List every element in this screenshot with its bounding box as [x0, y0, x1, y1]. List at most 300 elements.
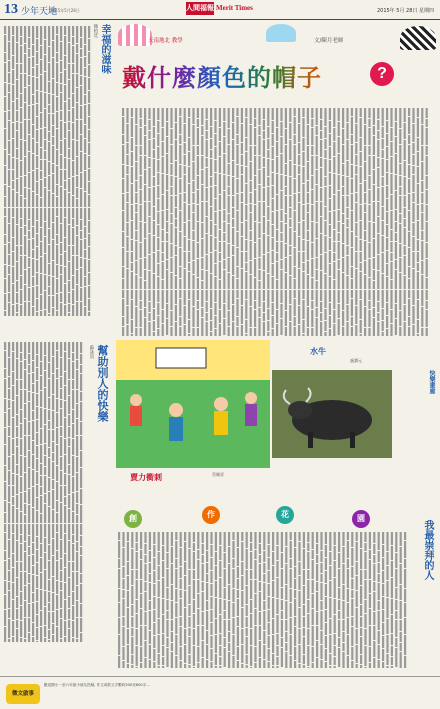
text-line: [153, 139, 155, 149]
text-line: [417, 272, 419, 289]
text-line: [64, 583, 66, 599]
text-line: [12, 70, 14, 84]
text-line: [250, 290, 252, 306]
text-line: [157, 121, 159, 133]
text-line: [122, 194, 124, 210]
text-line: [351, 647, 353, 660]
text-line: [166, 290, 168, 303]
text-line: [56, 97, 58, 111]
text-line: [307, 328, 309, 336]
text-line: [285, 643, 287, 651]
text-line: [312, 663, 314, 668]
text-line: [153, 321, 155, 331]
text-line: [382, 207, 384, 220]
text-line: [188, 617, 190, 627]
text-line: [180, 617, 182, 626]
text-line: [16, 578, 18, 596]
text-line: [346, 108, 348, 122]
text-line: [399, 145, 401, 163]
text-line: [72, 208, 74, 218]
text-line: [166, 137, 168, 153]
text-line: [210, 597, 212, 609]
text-line: [316, 544, 318, 554]
text-line: [408, 279, 410, 289]
text-line: [12, 372, 14, 385]
text-line: [36, 78, 38, 90]
text-line: [377, 131, 379, 139]
text-line: [373, 532, 375, 543]
text-line: [210, 177, 212, 186]
text-line: [280, 290, 282, 303]
text-line: [88, 260, 90, 272]
text-line: [206, 234, 208, 254]
text-line: [48, 492, 50, 506]
text-line: [88, 26, 90, 38]
text-line: [76, 457, 78, 472]
text-line: [236, 117, 238, 134]
text-line: [122, 165, 124, 178]
text-line: [40, 544, 42, 557]
text-line: [12, 190, 14, 207]
text-line: [140, 663, 142, 668]
text-line: [72, 410, 74, 423]
text-line: [193, 543, 195, 551]
text-line: [40, 160, 42, 170]
text-line: [144, 156, 146, 169]
text-line: [426, 259, 428, 277]
text-line: [280, 304, 282, 318]
text-line: [32, 384, 34, 392]
text-line: [144, 641, 146, 657]
text-line: [302, 320, 304, 333]
text-line: [76, 473, 78, 491]
text-line: [329, 598, 331, 618]
text-line: [202, 658, 204, 668]
text-line: [88, 130, 90, 142]
text-line: [223, 191, 225, 209]
text-line: [254, 290, 256, 300]
text-line: [245, 300, 247, 319]
text-line: [364, 543, 366, 551]
text-line: [28, 354, 30, 364]
text-line: [175, 228, 177, 245]
text-line: [68, 541, 70, 561]
text-line: [320, 255, 322, 270]
text-line: [285, 585, 287, 600]
text-line: [294, 579, 296, 589]
text-line: [338, 233, 340, 241]
text-line: [162, 242, 164, 252]
text-line: [373, 592, 375, 611]
text-line: [268, 584, 270, 596]
text-line: [60, 93, 62, 110]
text-line: [157, 173, 159, 185]
text-line: [378, 583, 380, 600]
text-line: [276, 290, 278, 309]
text-line: [24, 542, 26, 551]
text-line: [184, 306, 186, 324]
text-line: [36, 420, 38, 432]
text-line: [12, 123, 14, 138]
text-line: [368, 119, 370, 127]
text-line: [250, 646, 252, 666]
text-line: [254, 243, 256, 258]
text-line: [342, 632, 344, 642]
text-line: [28, 208, 30, 219]
text-line: [72, 342, 74, 352]
text-line: [56, 513, 58, 523]
text-line: [135, 125, 137, 145]
text-line: [329, 581, 331, 597]
text-line: [72, 256, 74, 275]
text-line: [8, 582, 10, 590]
text-line: [84, 57, 86, 67]
text-line: [80, 258, 82, 267]
text-line: [158, 666, 160, 668]
text-line: [179, 108, 181, 116]
text-line: [136, 580, 138, 599]
text-line: [272, 303, 274, 315]
text-line: [144, 612, 146, 625]
text-line: [24, 618, 26, 638]
text-line: [245, 240, 247, 251]
text-line: [192, 108, 194, 124]
text-line: [267, 108, 269, 126]
text-line: [263, 601, 265, 610]
text-line: [122, 145, 124, 164]
text-line: [351, 299, 353, 316]
text-line: [250, 125, 252, 145]
text-line: [56, 581, 58, 594]
text-line: [364, 328, 366, 336]
text-line: [342, 187, 344, 195]
text-line: [378, 631, 380, 644]
text-line: [232, 196, 234, 207]
text-line: [267, 236, 269, 252]
text-line: [329, 316, 331, 328]
text-line: [20, 362, 22, 379]
text-line: [148, 120, 150, 130]
text-line: [263, 202, 265, 216]
text-line: [48, 26, 50, 46]
text-line: [219, 599, 221, 614]
text-line: [329, 186, 331, 198]
text-line: [267, 274, 269, 289]
text-line: [44, 494, 46, 503]
text-line: [84, 105, 86, 124]
text-line: [241, 306, 243, 324]
text-line: [36, 208, 38, 220]
text-line: [228, 224, 230, 243]
text-line: [219, 174, 221, 194]
text-line: [8, 389, 10, 399]
text-line: [76, 285, 78, 301]
text-line: [373, 270, 375, 280]
text-line: [263, 563, 265, 573]
text-line: [16, 609, 18, 619]
text-line: [267, 139, 269, 149]
question-mark-icon: ?: [370, 62, 394, 86]
text-line: [241, 532, 243, 541]
text-line: [4, 445, 6, 465]
text-line: [386, 316, 388, 328]
text-line: [180, 548, 182, 566]
text-line: [214, 251, 216, 263]
text-line: [360, 334, 362, 336]
text-line: [236, 279, 238, 289]
text-line: [162, 280, 164, 289]
text-line: [417, 263, 419, 271]
text-line: [408, 135, 410, 144]
text-line: [210, 545, 212, 557]
text-line: [307, 532, 309, 542]
text-line: [88, 208, 90, 220]
text-line: [175, 208, 177, 218]
text-line: [232, 305, 234, 321]
text-line: [333, 142, 335, 156]
text-line: [197, 594, 199, 608]
text-line: [60, 377, 62, 388]
text-line: [356, 664, 358, 668]
text-line: [290, 656, 292, 668]
text-line: [267, 253, 269, 273]
text-line: [56, 466, 58, 481]
text-line: [285, 632, 287, 642]
text-line: [32, 637, 34, 642]
text-line: [80, 451, 82, 467]
text-line: [72, 290, 74, 304]
text-line: [373, 136, 375, 155]
text-line: [351, 532, 353, 547]
text-line: [131, 300, 133, 319]
text-line: [24, 236, 26, 255]
text-line: [202, 544, 204, 554]
text-line: [193, 600, 195, 613]
text-line: [36, 26, 38, 38]
text-line: [368, 310, 370, 327]
text-line: [408, 317, 410, 326]
text-line: [382, 253, 384, 273]
text-line: [298, 108, 300, 123]
text-line: [408, 145, 410, 164]
text-line: [285, 214, 287, 223]
text-line: [28, 604, 30, 617]
text-line: [28, 106, 30, 119]
text-line: [281, 638, 283, 647]
text-line: [333, 310, 335, 323]
text-line: [68, 193, 70, 207]
text-line: [56, 53, 58, 62]
text-line: [329, 212, 331, 224]
text-line: [232, 322, 234, 336]
text-line: [48, 603, 50, 611]
text-line: [44, 160, 46, 177]
text-line: [32, 411, 34, 420]
text-line: [360, 290, 362, 299]
text-line: [241, 193, 243, 202]
text-line: [254, 328, 256, 336]
text-line: [316, 532, 318, 543]
text-line: [24, 208, 26, 225]
text-line: [250, 600, 252, 613]
text-line: [246, 617, 248, 627]
text-line: [338, 191, 340, 209]
text-line: [294, 647, 296, 660]
text-line: [84, 287, 86, 306]
text-line: [56, 265, 58, 278]
text-line: [355, 252, 357, 268]
text-line: [162, 262, 164, 279]
text-line: [289, 208, 291, 218]
text-line: [391, 615, 393, 633]
text-line: [52, 510, 54, 523]
text-line: [20, 246, 22, 255]
text-line: [400, 643, 402, 651]
text-line: [259, 532, 261, 543]
text-line: [44, 26, 46, 39]
text-line: [149, 551, 151, 562]
text-line: [228, 643, 230, 651]
text-line: [312, 594, 314, 608]
text-line: [329, 108, 331, 120]
text-line: [72, 362, 74, 379]
text-line: [76, 390, 78, 403]
text-line: [245, 263, 247, 271]
text-line: [56, 445, 58, 465]
text-line: [44, 254, 46, 274]
text-line: [68, 524, 70, 540]
text-line: [76, 88, 78, 102]
text-line: [378, 574, 380, 582]
text-line: [16, 629, 18, 642]
text-line: [4, 311, 6, 316]
text-line: [346, 228, 348, 245]
text-line: [148, 290, 150, 301]
text-line: [236, 327, 238, 336]
text-line: [329, 619, 331, 634]
text-line: [329, 251, 331, 263]
text-line: [302, 290, 304, 299]
text-line: [122, 117, 124, 134]
text-line: [232, 246, 234, 255]
text-line: [60, 389, 62, 399]
text-line: [267, 309, 269, 320]
text-line: [20, 572, 22, 591]
text-line: [40, 496, 42, 513]
text-line: [382, 290, 384, 308]
text-line: [228, 214, 230, 223]
text-line: [122, 108, 124, 116]
text-line: [355, 306, 357, 324]
text-line: [56, 166, 58, 184]
text-line: [28, 468, 30, 488]
text-line: [44, 237, 46, 253]
text-line: [56, 627, 58, 642]
text-line: [259, 612, 261, 625]
text-line: [263, 313, 265, 321]
text-line: [404, 322, 406, 336]
text-line: [72, 380, 74, 389]
text-line: [36, 104, 38, 116]
text-line: [144, 564, 146, 581]
text-line: [20, 140, 22, 160]
text-line: [8, 559, 10, 570]
text-line: [52, 593, 54, 611]
text-line: [236, 267, 238, 278]
text-line: [148, 255, 150, 270]
text-line: [20, 228, 22, 245]
text-line: [28, 451, 30, 467]
text-line: [333, 242, 335, 252]
text-line: [16, 495, 18, 508]
text-line: [52, 126, 54, 136]
text-line: [16, 524, 18, 540]
text-line: [8, 208, 10, 223]
text-line: [316, 658, 318, 668]
text-line: [131, 605, 133, 616]
text-line: [32, 393, 34, 410]
text-line: [144, 202, 146, 222]
text-line: [135, 193, 137, 203]
text-line: [219, 230, 221, 241]
text-line: [228, 620, 230, 631]
text-line: [170, 273, 172, 289]
text-line: [386, 581, 388, 597]
text-line: [40, 590, 42, 610]
text-line: [192, 181, 194, 192]
text-line: [400, 620, 402, 631]
text-line: [88, 299, 90, 311]
text-line: [179, 194, 181, 210]
text-line: [16, 342, 18, 358]
left-column: [2, 22, 114, 670]
text-line: [68, 111, 70, 121]
text-line: [289, 246, 291, 255]
text-line: [289, 290, 291, 304]
text-line: [40, 75, 42, 91]
text-line: [20, 196, 22, 207]
text-line: [127, 591, 129, 607]
text-line: [316, 185, 318, 201]
text-line: [421, 193, 423, 203]
text-line: [417, 290, 419, 299]
text-line: [302, 118, 304, 137]
text-line: [4, 166, 6, 184]
text-line: [135, 181, 137, 192]
text-line: [312, 647, 314, 662]
text-line: [52, 357, 54, 373]
text-line: [20, 305, 22, 316]
text-line: [377, 120, 379, 130]
text-line: [8, 84, 10, 92]
text-line: [36, 195, 38, 207]
text-line: [40, 376, 42, 390]
text-line: [44, 55, 46, 71]
text-line: [122, 567, 124, 578]
text-line: [263, 290, 265, 301]
text-line: [24, 54, 26, 73]
text-line: [80, 633, 82, 642]
text-line: [272, 251, 274, 263]
text-line: [399, 176, 401, 186]
text-line: [80, 152, 82, 172]
text-line: [334, 615, 336, 633]
text-line: [12, 102, 14, 122]
text-line: [179, 299, 181, 316]
text-line: [80, 76, 82, 85]
text-line: [338, 319, 340, 335]
text-line: [122, 661, 124, 668]
